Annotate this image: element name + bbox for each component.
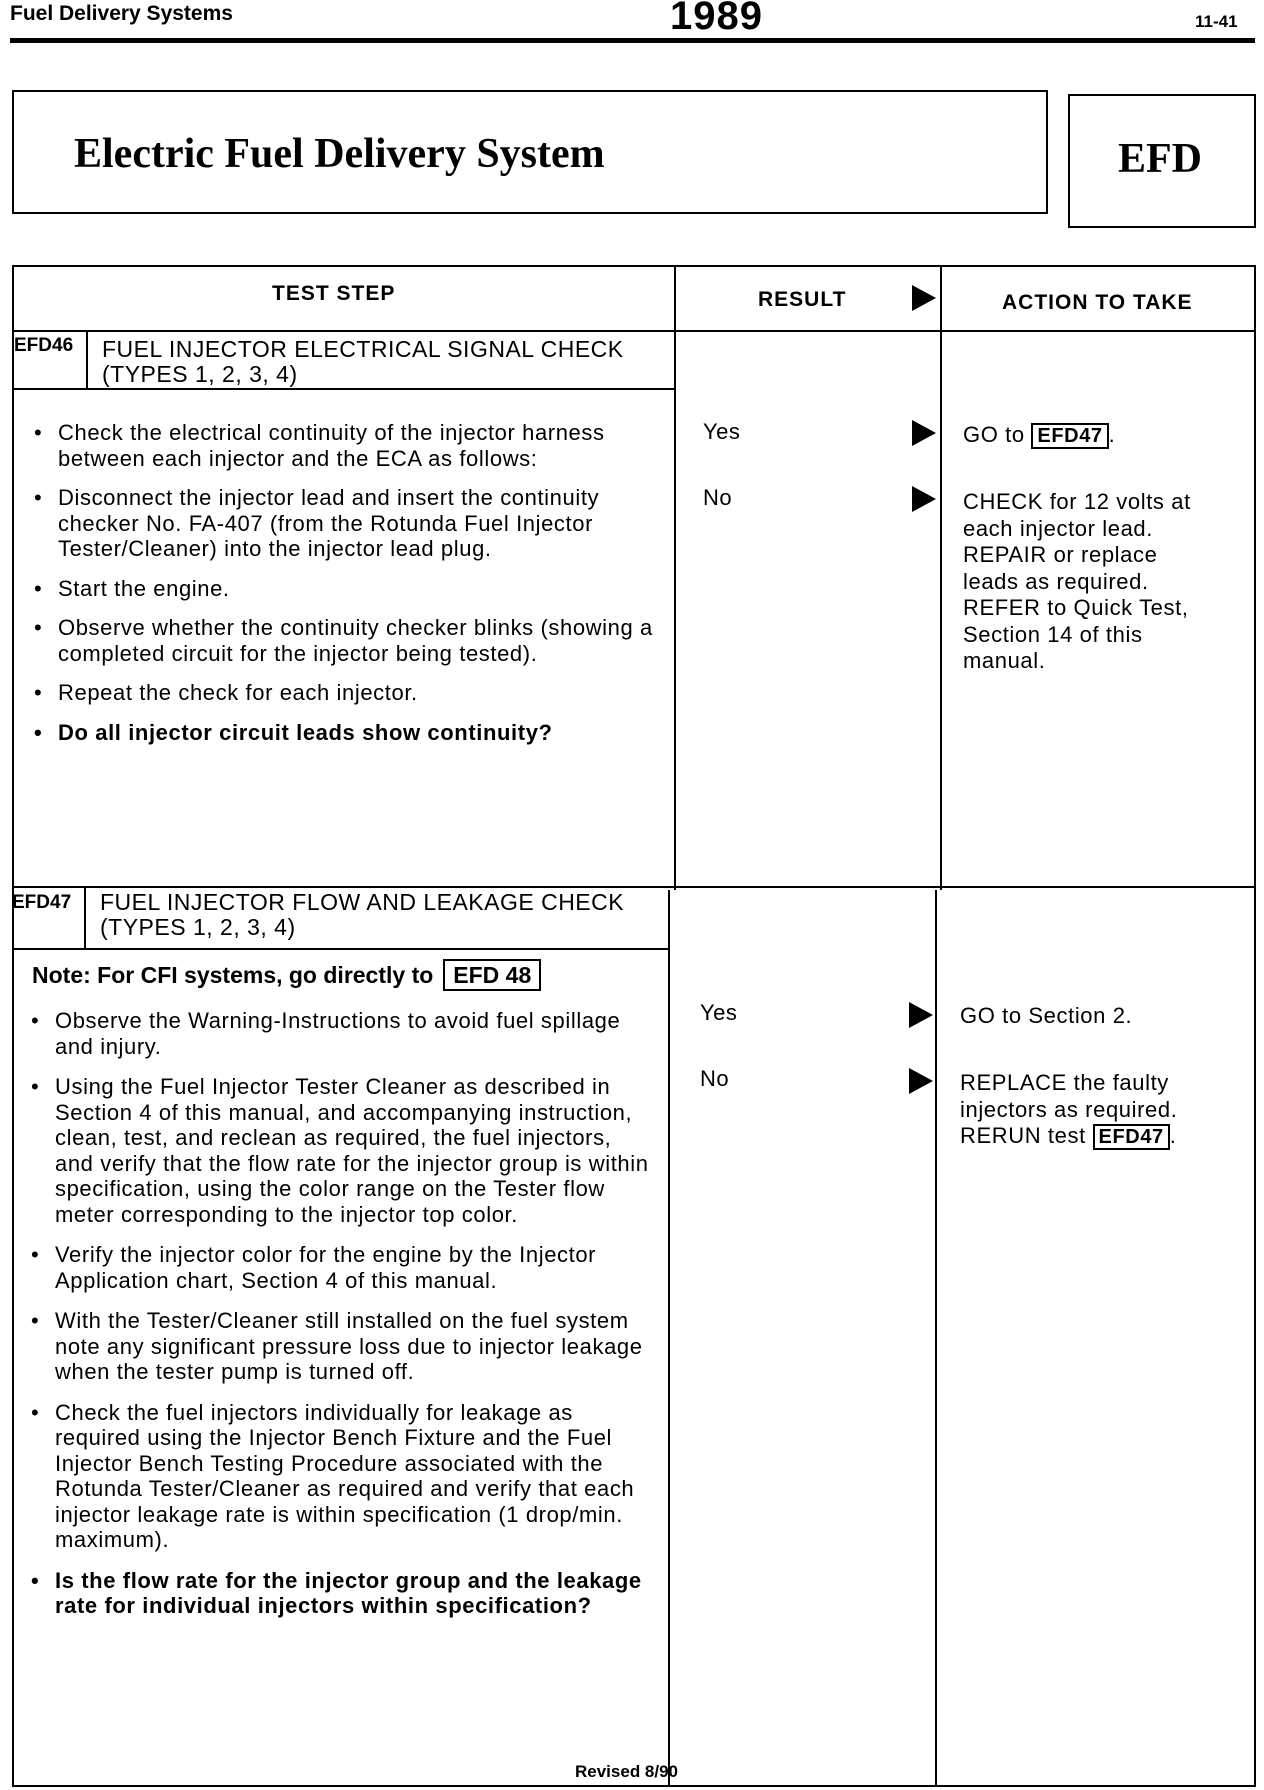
column-header-arrow-icon bbox=[912, 285, 936, 311]
action-no: REPLACE the faulty injectors as required. RERUN test EFD47 . bbox=[960, 1070, 1178, 1148]
result-yes: Yes bbox=[700, 1000, 738, 1025]
list-item: • Start the engine. bbox=[30, 576, 655, 602]
step-question: • Do all injector circuit leads show continuity? bbox=[30, 720, 655, 746]
step-bullet-list bbox=[30, 420, 655, 745]
list-item: • Using the Fuel Injector Tester Cleaner as described in Section 4 of this manual, and accompanying instruction, clean, test, and reclean as required, the fuel injectors, and verify that the flow rate for the injector group is within specification, using the color range on the Tester flow meter corresponding to the injector top color. bbox=[27, 1074, 652, 1227]
list-item: • Observe the Warning-Instructions to avoid fuel spillage and injury. bbox=[27, 1008, 652, 1059]
column-header-test-step: TEST STEP bbox=[272, 282, 396, 305]
section-code: EFD bbox=[1118, 136, 1202, 182]
step-title: FUEL INJECTOR ELECTRICAL SIGNAL CHECK (TYPES 1, 2, 3, 4) bbox=[102, 336, 624, 387]
step-title: FUEL INJECTOR FLOW AND LEAKAGE CHECK (TYPES 1, 2, 3, 4) bbox=[100, 889, 625, 940]
note-step-reference: EFD 48 bbox=[443, 959, 541, 991]
step-id: EFD46 bbox=[14, 335, 74, 356]
step-bullet-list bbox=[27, 1008, 652, 1619]
action-no: CHECK for 12 volts at each injector lead. REPAIR or replace leads as required. REFER to Quick Test, Section 14 of this manual. bbox=[963, 489, 1191, 673]
revision-note: Revised 8/90 bbox=[575, 1762, 679, 1781]
step-note: Note: For CFI systems, go directly to EFD 48 bbox=[32, 959, 541, 991]
header-rule bbox=[10, 38, 1255, 43]
result-arrow-icon bbox=[909, 1068, 933, 1094]
list-item: • Disconnect the injector lead and insert the continuity checker No. FA-407 (from the Rotunda Fuel Injector Tester/Cleaner) into the injector lead plug. bbox=[30, 485, 655, 562]
step-question: • Is the flow rate for the injector group and the leakage rate for individual injectors within specification? bbox=[27, 1568, 652, 1619]
header-page-number: 11-41 bbox=[1195, 12, 1238, 31]
result-arrow-icon bbox=[912, 420, 936, 446]
result-arrow-icon bbox=[909, 1002, 933, 1028]
header-year: 1989 bbox=[670, 0, 763, 38]
action-yes: GO to EFD47 . bbox=[963, 422, 1116, 447]
step-reference: EFD47 bbox=[1093, 1124, 1170, 1150]
action-yes: GO to Section 2. bbox=[960, 1003, 1133, 1028]
result-yes: Yes bbox=[703, 419, 741, 444]
result-no: No bbox=[703, 485, 733, 510]
column-header-result: RESULT bbox=[758, 288, 847, 311]
header-section-title: Fuel Delivery Systems bbox=[10, 2, 233, 25]
step-reference: EFD47 bbox=[1031, 423, 1108, 449]
list-item: • Repeat the check for each injector. bbox=[30, 680, 655, 706]
result-no: No bbox=[700, 1066, 730, 1091]
list-item: • Check the fuel injectors individually for leakage as required using the Injector Bench Fixture and the Fuel Injector Bench Testing Procedure associated with the Rotunda Tester/Cleaner as required and verify that each injector leakage rate is within specification (1 drop/min. maximum). bbox=[27, 1400, 652, 1553]
list-item: • With the Tester/Cleaner still installed on the fuel system note any significant pressure loss due to injector leakage when the tester pump is turned off. bbox=[27, 1308, 652, 1385]
page-title: Electric Fuel Delivery System bbox=[74, 131, 605, 177]
list-item: • Verify the injector color for the engine by the Injector Application chart, Section 4 of this manual. bbox=[27, 1242, 652, 1293]
list-item: • Observe whether the continuity checker blinks (showing a completed circuit for the injector being tested). bbox=[30, 615, 655, 666]
column-header-action: ACTION TO TAKE bbox=[1002, 291, 1193, 314]
list-item: • Check the electrical continuity of the injector harness between each injector and the ECA as follows: bbox=[30, 420, 655, 471]
result-arrow-icon bbox=[912, 486, 936, 512]
step-id: EFD47 bbox=[12, 892, 72, 913]
